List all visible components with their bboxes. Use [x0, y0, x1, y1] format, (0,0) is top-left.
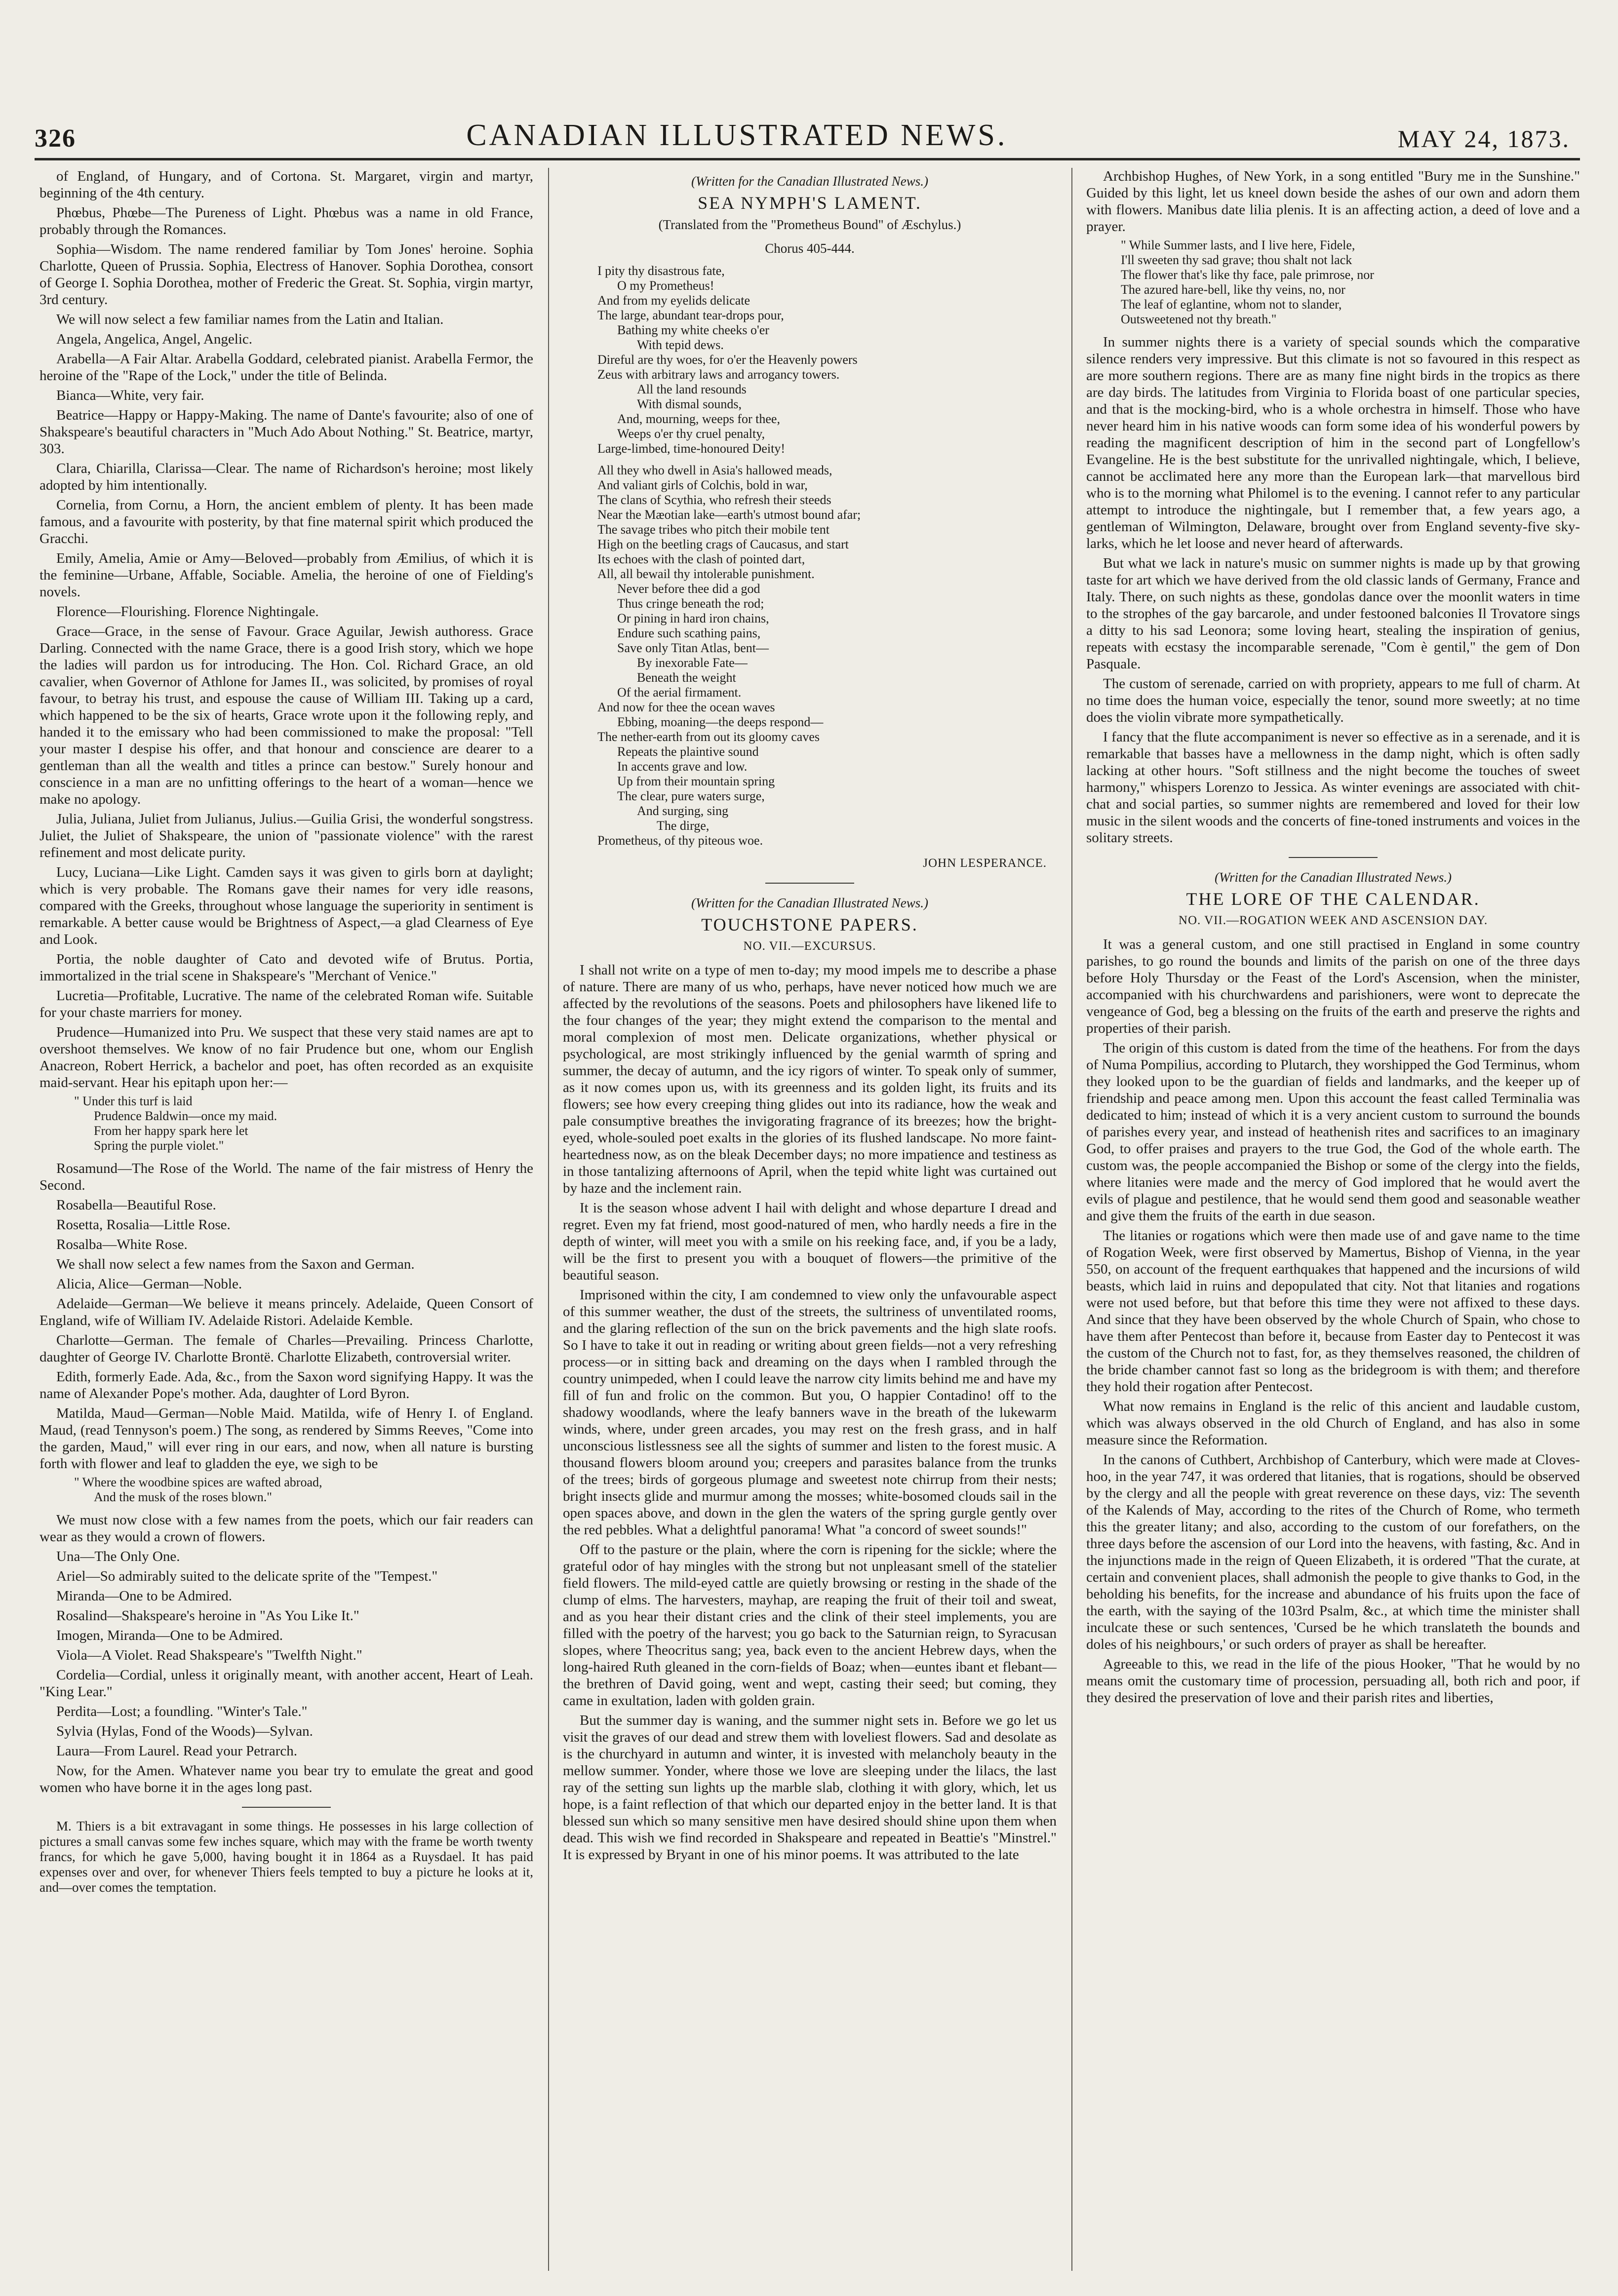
name-entry: We shall now select a few names from the Saxon and German.	[56, 1256, 415, 1272]
verse-line: And now for thee the ocean waves	[597, 700, 775, 714]
article-paragraph: I shall not write on a type of men to-day; my mood impels me to describe a phase of nature. There are many of us who, perhaps, have never noticed how much we are affected by the revolutions of the seasons. Poets and philosophers have likened life to the four changes of the year; they might extend the comparison to the mental and moral complexion of most men. Delicate organizations, whether physical or psychological, are most strikingly influenced by the genial warmth of spring and summer, the decay of autumn, and the icy rigors of winter. To speak only of summer, as it now comes upon us, with its greenness and its golden light, its fruits and its flowers; see how every creeping thing glides out into its radiance, how the weak and pale consumptive breathes the invigorating fragrance of its breezes; how the bright-eyed, whole-souled poet exalts in the glories of its flushed landscape. No more faint-heartedness now, as on the bleak December days; no more impatience and testiness as in those tantalizing afternoons of April, when the tepid white light was curtained out by haze and the inclement rain.	[563, 962, 1057, 1196]
verse-line: All they who dwell in Asia's hallowed meads,	[597, 463, 832, 477]
article-paragraph: What now remains in England is the relic of this ancient and laudable custom, which was always observed in the old Church of England, and has also in some measure since the Reformation.	[1086, 1399, 1580, 1448]
verse-line: Beneath the weight	[637, 670, 736, 685]
calendar-credit: (Written for the Canadian Illustrated News.)	[1215, 870, 1452, 885]
column-divider	[1071, 168, 1072, 2271]
article-paragraph: Agreeable to this, we read in the life of the pious Hooker, "That he would by no means omit the customary time of procession, persuading all, both rich and poor, if they desired the preservation of love and their parish rites and liberties,	[1086, 1656, 1580, 1706]
name-entry: Cornelia, from Cornu, a Horn, the ancient emblem of plenty. It has been made famous, and a favourite with posterity, by that fine maternal spirit which produced the Gracchi.	[39, 497, 533, 546]
article-paragraph: Off to the pasture or the plain, where the corn is ripening for the sickle; where the grateful odor of hay mingles with the strong but not unpleasant smell of the statelier field flowers. The mild-eyed cattle are quietly browsing or resting in the shade of the clump of elms. The harvesters, mayhap, are reaping the fruit of their toil and sweat, and as you hear their distant cries and the clink of their steel implements, you are filled with the poetry of the harvest; you go back to the Saturnian reign, to Syracusan slopes, where Theocritus sang; yea, back even to the ancient Hebrew days, when the long-haired Ruth gleaned in the corn-fields of Boaz; when—euntes ibant et flebant—the brethren of David going, went and wept, casting their seed; but coming, they came in exultation, laden with golden grain.	[563, 1542, 1057, 1709]
name-entry: Viola—A Violet. Read Shakspeare's "Twelfth Night."	[56, 1647, 362, 1663]
lament-stanza-1	[563, 264, 1057, 456]
calendar-body	[1086, 936, 1580, 1706]
calendar-title: THE LORE OF THE CALENDAR.	[1186, 889, 1480, 909]
verse-line: The large, abundant tear-drops pour,	[597, 308, 784, 322]
verse-line: The azured hare-bell, like thy veins, no, nor	[1121, 282, 1345, 297]
name-entry: Rosamund—The Rose of the World. The name of the fair mistress of Henry the Second.	[39, 1161, 533, 1193]
touchstone-body	[563, 962, 1057, 1863]
masthead-rule	[35, 158, 1580, 160]
name-entry: Sophia—Wisdom. The name rendered familiar by Tom Jones' heroine. Sophia Charlotte, Queen of Prussia. Sophia, Electress of Hanover. Sophia Dorothea, consort of George I. Sophia Dorothea, mother of Frederic the Great. St. Sophia, virgin martyr, 3rd century.	[39, 241, 533, 308]
name-entry: We will now select a few familiar names from the Latin and Italian.	[56, 311, 444, 327]
name-entry: Laura—From Laurel. Read your Petrarch.	[56, 1743, 297, 1759]
name-entry: Emily, Amelia, Amie or Amy—Beloved—probably from Æmilius, of which it is the feminine—Urbane, Affable, Sociable. Amelia, the heroine of one of Fielding's novels.	[39, 550, 533, 600]
calendar-number: NO. VII.—ROGATION WEEK AND ASCENSION DAY.	[1178, 914, 1488, 927]
name-entry: Phœbus, Phœbe—The Pureness of Light. Phœbus was a name in old France, probably through the Romances.	[39, 205, 533, 237]
verse-line: And valiant girls of Colchis, bold in war,	[597, 478, 808, 492]
article-paragraph: The litanies or rogations which were then made use of and gave name to the time of Rogation Week, were first observed by Mamertus, Bishop of Vienna, in the year 550, on account of the frequent earthquakes that happened and the incursions of wild beasts, which laid in ruins and depopulated that city. Not that litanies and rogations were not used before, but that before this time they were not affixed to these days. And since that they have been observed by the whole Church of Spain, who chose to have them after Pentecost than before it, because from Easter day to Pentecost it was the custom of the Church not to fast, for, as they themselves reasoned, the children of the bride chamber cannot fast so long as the bridegroom is with them; and therefore they hold their rogation after Pentecost.	[1086, 1228, 1580, 1395]
verse-line: Bathing my white cheeks o'er	[617, 323, 769, 337]
verse-line: High on the beetling crags of Caucasus, and start	[597, 537, 849, 551]
verse-line: The leaf of eglantine, whom not to slander,	[1121, 297, 1342, 311]
name-entry: Edith, formerly Eade. Ada, &c., from the Saxon word signifying Happy. It was the name of Alexander Pope's mother. Ada, daughter of Lord Byron.	[39, 1369, 533, 1401]
page-number: 326	[35, 124, 76, 153]
name-entry: Rosalba—White Rose.	[56, 1237, 188, 1252]
verse-line: Never before thee did a god	[617, 582, 760, 596]
lament-stanza-2	[563, 463, 1057, 848]
name-entry: Bianca—White, very fair.	[56, 388, 204, 403]
article-paragraph: The custom of serenade, carried on with propriety, appears to me full of charm. At no time does the human voice, especially the tenor, sound more sweetly; at no time does the violin vibrate more sympathetically.	[1086, 676, 1580, 725]
section-divider	[765, 883, 854, 884]
name-entry: Lucy, Luciana—Like Light. Camden says it was given to girls born at daylight; which is very probable. The Romans gave their names for very idle reasons, compared with the Greeks, throughout whose language the superiority in sentiment is remarkable. A better cause would be Brightness of Aspect,—a glad Clearness of Eye and Look.	[39, 864, 533, 947]
touchstone-title: TOUCHSTONE PAPERS.	[701, 915, 918, 934]
name-entry: Portia, the noble daughter of Cato and devoted wife of Brutus. Portia, immortalized in the trial scene in Shakspeare's "Merchant of Venice."	[39, 951, 533, 984]
section-divider	[242, 1807, 331, 1808]
verse-line: Prometheus, of thy piteous woe.	[597, 833, 763, 848]
name-entry: Sylvia (Hylas, Fond of the Woods)—Sylvan.	[56, 1723, 313, 1739]
verse-line: In accents grave and low.	[617, 759, 748, 774]
column-calendar	[1086, 168, 1580, 2281]
name-entry: Rosalind—Shakspeare's heroine in "As You Like It."	[56, 1608, 359, 1624]
verse-line: Up from their mountain spring	[617, 774, 775, 788]
verse-line: The flower that's like thy face, pale primrose, nor	[1121, 268, 1374, 282]
verse-line: Prudence Baldwin—once my maid.	[94, 1109, 277, 1123]
issue-date: MAY 24, 1873.	[1397, 125, 1570, 153]
article-paragraph: In summer nights there is a variety of special sounds which the comparative silence renders very impressive. But this climate is not so favoured in this respect as are more southern regions. There are as many fine night birds in the tropics as there are day birds. The latitudes from Virginia to Florida boast of one particular species, and that is the mocking-bird, who is a whole orchestra in himself. Those who have never heard him in his native woods can form some idea of his wonderful powers by reading the magnificent description of him in the second part of Longfellow's Evangeline. He is the best substitute for the unrivalled nightingale, which, I believe, cannot be acclimated here any more than the European lark—that marvellous bird who is to the morning what Philomel is to the evening. I cannot refer to any particular attempt to introduce the nightingale, but I remember that, a few years ago, a gentleman of Wilmington, Delaware, brought over from England seventy-five sky-larks, which he let loose and never heard of afterwards.	[1086, 334, 1580, 551]
name-entry: Imogen, Miranda—One to be Admired.	[56, 1628, 283, 1643]
verse-line: The nether-earth from out its gloomy caves	[597, 730, 820, 744]
name-entry: Clara, Chiarilla, Clarissa—Clear. The name of Richardson's heroine; most likely adopted by him intentionally.	[39, 461, 533, 493]
woodbine-quote	[39, 1475, 533, 1505]
touchstone-summer-nights	[1086, 334, 1580, 846]
article-paragraph: I fancy that the flute accompaniment is never so effective as in a serenade, and it is remarkable that basses have a mellowness in the damp night, which is often sadly lacking at other hours. "Soft stillness and the night become the touches of sweet harmony," whispers Lorenzo to Jessica. As winter evenings are associated with chit-chat and social parties, so summer nights are remembered and loved for their low music in the silent woods and the concerts of fine-toned instruments and voices in the solitary streets.	[1086, 729, 1580, 846]
names-list-poets	[39, 1512, 533, 1796]
names-list-saxon	[39, 1160, 533, 1472]
verse-line: The dirge,	[657, 818, 710, 833]
fidele-quote	[1086, 238, 1580, 327]
column-divider	[548, 168, 549, 2271]
thiers-note: M. Thiers is a bit extravagant in some things. He possesses in his large collection of pictures a small canvas some few inches square, which may with the frame be worth twenty francs, for which he gave 5,000, having bought it in 1864 as a Ruysdael. It has paid expenses over and over, for whenever Thiers feels tempted to buy a picture he looks at it, and—over comes the temptation.	[39, 1819, 533, 1895]
name-entry: Ariel—So admirably suited to the delicate sprite of the "Tempest."	[56, 1568, 438, 1584]
lament-author: JOHN LESPERANCE.	[923, 856, 1047, 870]
verse-line: The clear, pure waters surge,	[617, 789, 765, 803]
verse-line: Near the Mæotian lake—earth's utmost bound afar;	[597, 507, 861, 522]
article-paragraph: The origin of this custom is dated from the time of the heathens. For from the days of Numa Pompilius, according to Plutarch, they worshipped the God Terminus, whom they looked upon to be the guardian of fields and landmarks, and the keeper up of friendship and peace among men. Upon this account the feast called Terminalia was dedicated to him; instead of which it is a very ancient custom to surround the bounds of parishes every year, and instead of heathenish rites and sacrifices to an imaginary God, to offer praises and prayers to the true God, the God of the whole earth. The custom was, the people accompanied the Bishop or some of the clergy into the fields, where litanies were made and the mercy of God implored that he would avert the evils of plague and pestilence, that he would send them good and seasonable weather and give them the fruits of the earth in due season.	[1086, 1040, 1580, 1224]
verse-line: And surging, sing	[637, 804, 729, 818]
verse-line: Outsweetened not thy breath."	[1121, 312, 1277, 326]
verse-line: And, mourning, weeps for thee,	[617, 412, 780, 426]
name-entry: Una—The Only One.	[56, 1549, 180, 1564]
name-entry: Lucretia—Profitable, Lucrative. The name of the celebrated Roman wife. Suitable for your chaste marriers for money.	[39, 988, 533, 1020]
touchstone-number: NO. VII.—EXCURSUS.	[743, 939, 876, 953]
verse-line: I pity thy disastrous fate,	[597, 264, 725, 278]
verse-line: Zeus with arbitrary laws and arrogancy towers.	[597, 367, 840, 382]
verse-line: With dismal sounds,	[637, 397, 742, 411]
verse-line: " While Summer lasts, and I live here, Fidele,	[1121, 238, 1355, 252]
name-entry: Rosabella—Beautiful Rose.	[56, 1197, 216, 1213]
verse-line: O my Prometheus!	[617, 278, 714, 293]
column-names	[39, 168, 533, 2281]
verse-line: " Where the woodbine spices are wafted abroad,	[74, 1475, 322, 1489]
verse-line: Or pining in hard iron chains,	[617, 611, 769, 625]
verse-line: Of the aerial firmament.	[617, 685, 742, 700]
names-list	[39, 168, 533, 1091]
verse-line: Endure such scathing pains,	[617, 626, 761, 640]
verse-line: And the musk of the roses blown."	[94, 1490, 272, 1504]
name-entry: Prudence—Humanized into Pru. We suspect that these very staid names are apt to overshoot themselves. We know of no fair Prudence but one, whom our English Anacreon, Robert Herrick, a bachelor and poet, has often recorded as an exquisite maid-servant. Hear his epitaph upon her:—	[39, 1024, 533, 1090]
verse-line: Large-limbed, time-honoured Deity!	[597, 441, 786, 456]
article-paragraph: Archbishop Hughes, of New York, in a song entitled "Bury me in the Sunshine." Guided by this light, let us kneel down beside the ashes of our own and adorn them with flowers. Manibus date lilia plenis. It is an affecting action, a deed of love and a prayer.	[1086, 168, 1580, 234]
verse-line: " Under this turf is laid	[74, 1094, 193, 1108]
name-entry: Arabella—A Fair Altar. Arabella Goddard, celebrated pianist. Arabella Fermor, the heroine of the "Rape of the Lock," under the title of Belinda.	[39, 351, 533, 384]
name-entry: Alicia, Alice—German—Noble.	[56, 1276, 242, 1292]
herrick-epitaph	[39, 1094, 533, 1153]
name-entry: We must now close with a few names from the poets, which our fair readers can wear as they would a crown of flowers.	[39, 1512, 533, 1545]
verse-line: And from my eyelids delicate	[597, 293, 750, 308]
name-entry: Charlotte—German. The female of Charles—Prevailing. Princess Charlotte, daughter of George IV. Charlotte Brontë. Charlotte Elizabeth, controversial writer.	[39, 1332, 533, 1365]
name-entry: Cordelia—Cordial, unless it originally meant, with another accent, Heart of Leah. "King Lear."	[39, 1667, 533, 1700]
name-entry: Beatrice—Happy or Happy-Making. The name of Dante's favourite; also of one of Shakspeare's beautiful characters in "Much Ado About Nothing." St. Beatrice, martyr, 303.	[39, 407, 533, 457]
lament-chorus: Chorus 405-444.	[765, 241, 855, 256]
lament-credit: (Written for the Canadian Illustrated News.)	[691, 174, 928, 189]
newspaper-title: CANADIAN ILLUSTRATED NEWS.	[466, 118, 1008, 152]
name-entry: Perdita—Lost; a foundling. "Winter's Tale."	[56, 1704, 308, 1719]
name-entry: Julia, Juliana, Juliet from Julianus, Julius.—Guilia Grisi, the wonderful songstress. Juliet, the Juliet of Shakspeare, the union of "passionate violence" with the rarest refinement and most delicate purity.	[39, 811, 533, 860]
article-paragraph: But what we lack in nature's music on summer nights is made up by that growing taste for art which we have derived from the old classic lands of Germany, France and Italy. There, on such nights as these, gondolas dance over the moonlit waters in time to the strophes of the gay barcarole, and under festooned balconies Il Trovatore sings a ditty to his sad Leonora; some loving heart, stealing the inspiration of genius, repeats with ecstasy the incomparable serenade, "Com è gentil," the gem of Don Pasquale.	[1086, 555, 1580, 672]
touchstone-credit: (Written for the Canadian Illustrated News.)	[691, 895, 928, 910]
verse-line: Weeps o'er thy cruel penalty,	[617, 427, 765, 441]
name-entry: Florence—Flourishing. Florence Nightingale.	[56, 604, 319, 620]
column-lament-touchstone	[563, 168, 1057, 2281]
name-entry: of England, of Hungary, and of Cortona. St. Margaret, virgin and martyr, beginning of the 4th century.	[39, 168, 533, 201]
verse-line: Save only Titan Atlas, bent—	[617, 641, 769, 655]
name-entry: Matilda, Maud—German—Noble Maid. Matilda, wife of Henry I. of England. Maud, (read Tennyson's poem.) The song, as rendered by Simms Reeves, "Come into the garden, Maud," will ever ring in our ears, and now, when all nature is bursting forth with flower and leaf to gladden the eye, we sigh to be	[39, 1405, 533, 1472]
masthead	[35, 94, 1570, 153]
verse-line: All the land resounds	[637, 382, 747, 396]
name-entry: Miranda—One to be Admired.	[56, 1588, 232, 1604]
verse-line: Spring the purple violet."	[94, 1138, 224, 1153]
name-entry: Angela, Angelica, Angel, Angelic.	[56, 331, 253, 347]
verse-line: All, all bewail thy intolerable punishment.	[597, 567, 815, 581]
lament-title: SEA NYMPH'S LAMENT.	[698, 193, 922, 213]
article-paragraph: Imprisoned within the city, I am condemned to view only the unfavourable aspect of this summer weather, the dust of the streets, the sultriness of unventilated rooms, and the glaring reflection of the sun on the brick pavements and the high slate roofs. So I have to take it out in reading or writing about green fields—not a very refreshing process—or in sitting back and dreaming on the days when I rambled through the country unimpeded, when I could leave the narrow city limits behind me and have my fill of fun and frolic on the common. But you, O happier Contadino! off to the shadowy woodlands, where the leafy banners wave in the breath of the lukewarm winds, where, under green arcades, you may rest on the fresh grass, and in half unconscious listlessness see all the sights of summer and listen to the forest music. A thousand flowers bloom around you; creepers and parasites balance from the trunks of the trees; birds of gorgeous plumage and sweetest note chirrup from their nests; bright insects glide and murmur among the mosses; white-bosomed clouds sail in the open spaces above, and down in the glen the waters of the spring gurgle gently over the red pebbles. What a delightful panorama! What "a concord of sweet sounds!"	[563, 1287, 1057, 1538]
name-entry: Grace—Grace, in the sense of Favour. Grace Aguilar, Jewish authoress. Grace Darling. Connected with the name Grace, there is a good Irish story, which we hope the ladies will pardon us for introducing. The Hon. Col. Richard Grace, an old cavalier, when Governor of Athlone for James II., was solicited, by promises of royal favour, to betray his trust, and espouse the cause of William III. Taking up a card, which happened to be the six of hearts, Grace wrote upon it the following reply, and handed it to the emissary who had been commissioned to make the proposal: "Tell your master I despise his offer, and that honour and conscience are dearer to a gentleman than all the wealth and titles a prince can bestow." Surely honour and conscience in a man are no unfitting offerings to the heart of a woman—hence we make no apology.	[39, 623, 533, 807]
verse-line: The savage tribes who pitch their mobile tent	[597, 522, 830, 537]
article-paragraph: In the canons of Cuthbert, Archbishop of Canterbury, which were made at Cloves-hoo, in the year 747, it was ordered that litanies, that is rogations, should be observed by the clergy and all the people with great reverence on these days, viz: The seventh of the Kalends of May, according to the rites of the Church of Rome, who termeth this the greater litany; and also, according to the custom of our forefathers, on the three days before the ascension of our Lord into the heavens, with fasting, &c. And in the injunctions made in the reign of Queen Elizabeth, it is ordered "That the curate, at certain and convenient places, shall admonish the people to give thanks to God, in the beholding his benefits, for the increase and abundance of his fruits upon the face of the earth, with the saying of the 103rd Psalm, &c., at which time the minister shall inculcate these or such sentences, 'Cursed be he which translateth the bounds and doles of his neighbours,' or such orders of prayer as shall be hereafter.	[1086, 1452, 1580, 1652]
verse-line: Ebbing, moaning—the deeps respond—	[617, 715, 824, 729]
section-divider	[1289, 857, 1378, 858]
verse-line: By inexorable Fate—	[637, 656, 748, 670]
verse-line: With tepid dews.	[637, 338, 724, 352]
verse-line: The clans of Scythia, who refresh their steeds	[597, 493, 831, 507]
article-paragraph: It is the season whose advent I hail with delight and whose departure I dread and regret. Even my fat friend, most good-natured of men, who hardly needs a fire in the depth of winter, will meet you with a smile on his reeking face, and, if you be a lady, will be the first to present you with a bouquet of flowers—the primitive of the beautiful season.	[563, 1200, 1057, 1283]
verse-line: Thus cringe beneath the rod;	[617, 596, 764, 611]
article-paragraph: But the summer day is waning, and the summer night sets in. Before we go let us visit the graves of our dead and strew them with loveliest flowers. Sad and desolate as is the churchyard in autumn and winter, it is invested with melancholy beauty in the mellow summer. Yonder, where those we love are sleeping under the lilacs, the last ray of the setting sun lights up the marble slab, clothing it with glory, which, let us hope, is a faint reflection of that which our departed enjoy in the better land. It is that blessed sun which so many sensitive men have desired should shine upon them when dead. This wish we find recorded in Shakspeare and repeated in Beattie's "Minstrel." It is expressed by Bryant in one of his minor poems. It was attributed to the late	[563, 1712, 1057, 1863]
name-entry: Now, for the Amen. Whatever name you bear try to emulate the great and good women who have borne it in the ages long past.	[39, 1763, 533, 1795]
verse-line: I'll sweeten thy sad grave; thou shalt not lack	[1121, 253, 1352, 267]
verse-line: Direful are thy woes, for o'er the Heavenly powers	[597, 352, 858, 367]
lament-source: (Translated from the "Prometheus Bound" of Æschylus.)	[658, 217, 961, 232]
touchstone-continued	[1086, 168, 1580, 235]
verse-line: Repeats the plaintive sound	[617, 744, 759, 759]
verse-line: Its echoes with the clash of pointed dart,	[597, 552, 805, 566]
article-paragraph: It was a general custom, and one still practised in England in some country parishes, to go round the bounds and limits of the parish on one of the three days before Holy Thursday or the Feast of the Lord's Ascension, when the minister, accompanied with his churchwardens and parishioners, were wont to deprecate the vengeance of God, beg a blessing on the fruits of the earth and preserve the rights and properties of their parish.	[1086, 936, 1580, 1036]
name-entry: Rosetta, Rosalia—Little Rose.	[56, 1217, 231, 1233]
name-entry: Adelaide—German—We believe it means princely. Adelaide, Queen Consort of England, wife of William IV. Adelaide Ristori. Adelaide Kemble.	[39, 1296, 533, 1328]
verse-line: From her happy spark here let	[94, 1124, 248, 1138]
